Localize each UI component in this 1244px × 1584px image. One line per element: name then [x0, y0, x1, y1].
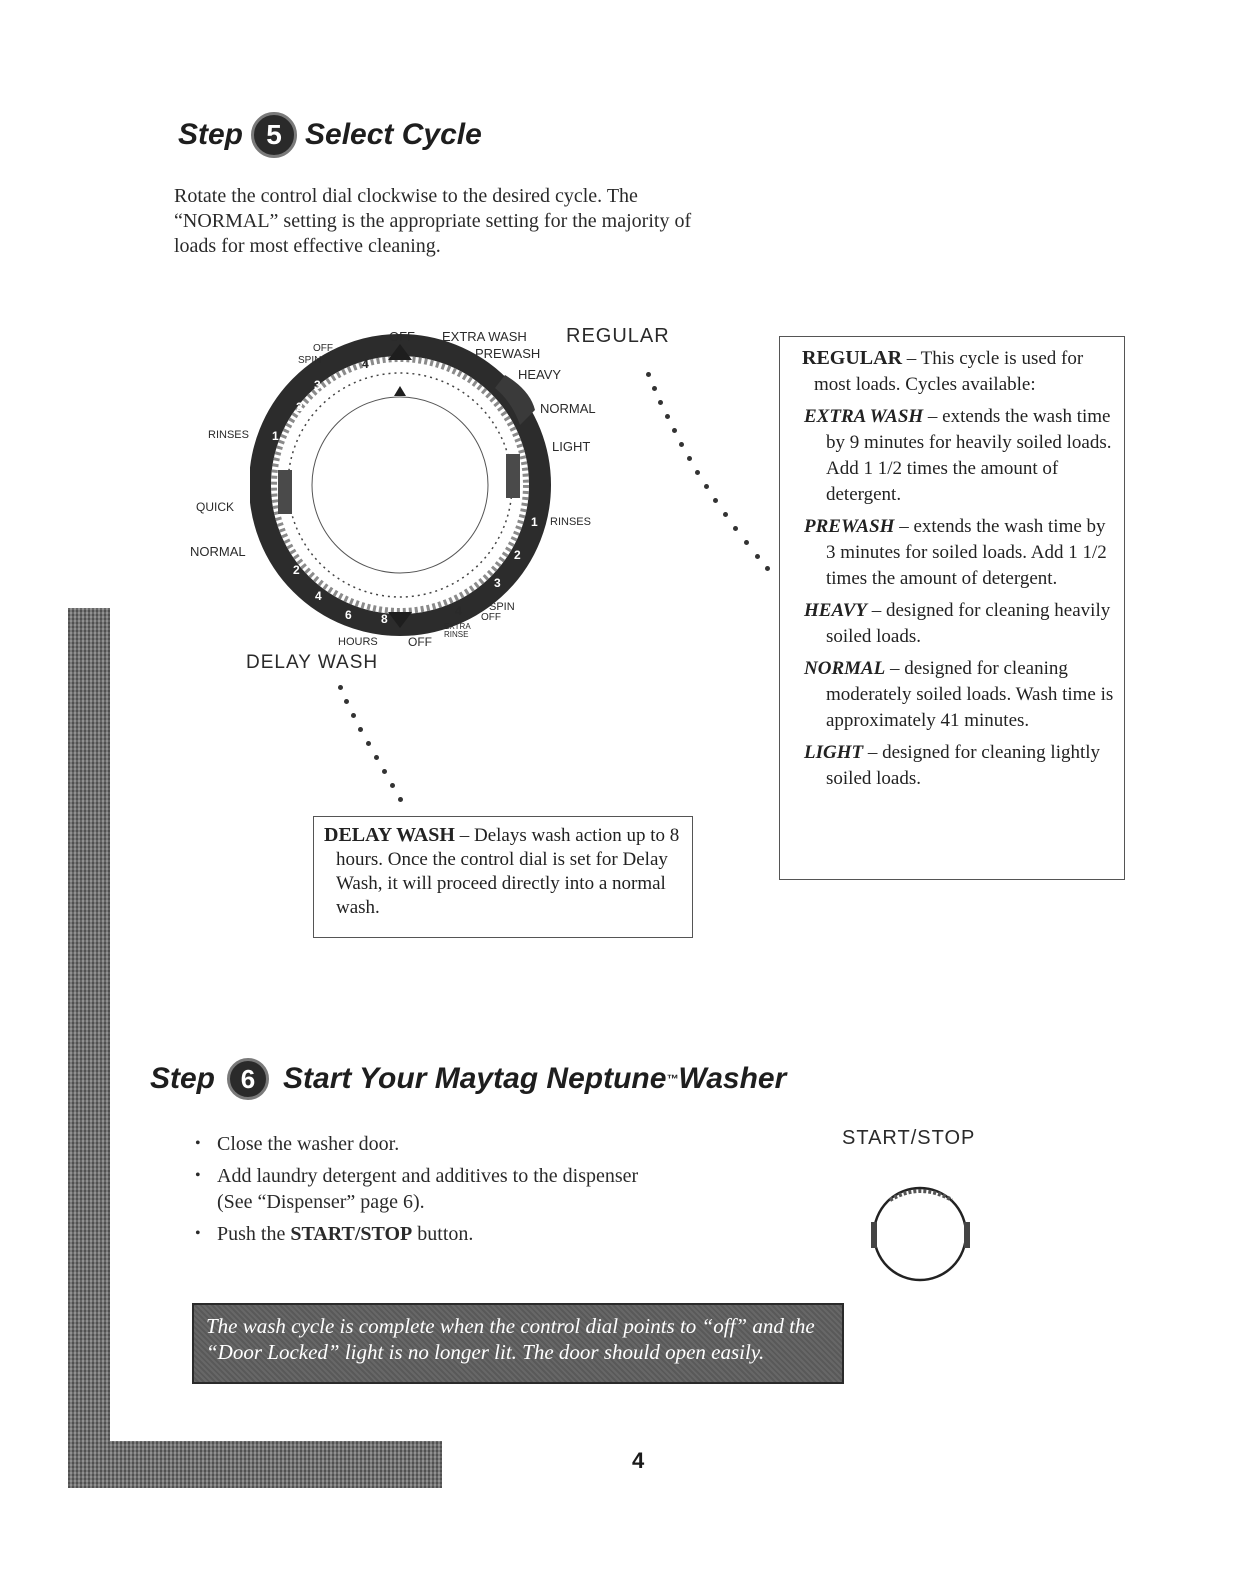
regular-cycle-box — [779, 336, 1125, 880]
ring-number: 8 — [381, 612, 388, 626]
step5-number-badge: 5 — [251, 112, 297, 158]
regular-box-heading — [792, 345, 1114, 398]
page-number: 4 — [632, 1448, 645, 1473]
regular-entry-heavy: HEAVY – designed for cleaning heavily soiled loads. — [804, 600, 1111, 647]
dial-label-off-right: OFF — [481, 612, 501, 623]
delay-wash-box — [313, 816, 693, 938]
dial-label-normal-left: NORMAL — [190, 544, 246, 559]
start-stop-button[interactable] — [868, 1180, 980, 1292]
regular-entry-light: LIGHT – designed for cleaning lightly soiled loads. — [804, 742, 1101, 789]
dial-label-normal-right: NORMAL — [540, 401, 596, 416]
step5-heading — [178, 112, 482, 158]
dial-label-extra-wash: EXTRA WASH — [442, 329, 527, 344]
step6-heading — [150, 1058, 786, 1100]
ring-number: 3 — [494, 576, 501, 590]
step5-intro: Rotate the control dial clockwise to the desired cycle. The “NORMAL” setting is the appropriate setting for the majority of loads for most effective cleaning. — [174, 185, 692, 257]
step6-title: Start Your Maytag Neptune — [283, 1062, 667, 1095]
decorative-bottom-bar — [68, 1441, 442, 1488]
dial-label-off-left: OFF — [313, 343, 333, 354]
dial-label-off-top: OFF — [389, 329, 415, 344]
dial-label-spin-left: SPIN — [298, 355, 322, 366]
ring-number: 3 — [314, 378, 321, 392]
regular-entry-prewash: PREWASH – extends the wash time by 3 minutes for soiled loads. Add 1 1/2 times the amount of detergent. — [804, 516, 1107, 589]
delay-wash-description — [324, 823, 682, 920]
dial-label-regular: REGULAR — [566, 325, 670, 347]
step6-title-end: Washer — [678, 1062, 787, 1095]
list-item: • Push the START/STOP button. — [192, 1221, 652, 1247]
ring-number: 4 — [455, 604, 462, 618]
decorative-side-bar — [68, 608, 110, 1488]
step6-instructions — [192, 1131, 652, 1253]
regular-box-heading-term: REGULAR — [802, 347, 903, 369]
ring-number: 4 — [362, 357, 369, 371]
list-item: • Close the washer door. — [192, 1131, 652, 1157]
step5-word: Step — [178, 118, 244, 151]
dial-label-rinses-left: RINSES — [208, 429, 249, 441]
dial-label-spin-right: SPIN — [489, 601, 515, 613]
step5-title: Select Cycle — [305, 118, 482, 151]
ring-number: 1 — [531, 515, 538, 529]
trademark-mark: ™ — [666, 1072, 679, 1086]
dial-label-delay-wash: DELAY WASH — [246, 652, 379, 673]
dial-label-heavy: HEAVY — [518, 367, 562, 382]
regular-entry-extra-wash: EXTRA WASH – extends the wash time by 9 minutes for heavily soiled loads. Add 1 1/2 times the amount of detergent. — [804, 406, 1112, 505]
regular-entry-normal: NORMAL – designed for cleaning moderately soiled loads. Wash time is approximately 41 minutes. — [804, 658, 1114, 731]
dial-label-rinses-right: RINSES — [550, 516, 591, 528]
delay-wash-box-heading: DELAY WASH — [324, 824, 455, 846]
dial-label-extra-rinse: EXTRA RINSE — [444, 622, 471, 639]
dial-label-hours: HOURS — [338, 636, 378, 648]
start-stop-button-graphic — [868, 1180, 980, 1292]
ring-number: 6 — [345, 608, 352, 622]
dial-label-prewash: PREWASH — [475, 346, 541, 361]
regular-box-heading-text: – This cycle is used for most loads. Cycles available: — [814, 348, 1084, 395]
ring-number: 2 — [514, 548, 521, 562]
dial-label-quick: QUICK — [196, 500, 235, 514]
step6-word: Step — [150, 1062, 216, 1095]
dial-label-light: LIGHT — [552, 439, 591, 454]
start-stop-label: START/STOP — [842, 1127, 976, 1149]
ring-number: 2 — [296, 400, 303, 414]
ring-number: 4 — [315, 589, 322, 603]
step6-number-badge: 6 — [227, 1058, 269, 1100]
cycle-complete-notice: The wash cycle is complete when the control dial points to “off” and the “Door Locked” light is no longer lit. The door should open easily. — [192, 1303, 844, 1384]
delay-wash-box-text: – Delays wash action up to 8 hours. Once the control dial is set for Delay Wash, it will proceed directly into a normal wash. — [336, 825, 680, 918]
list-item: • Add laundry detergent and additives to the dispenser (See “Dispenser” page 6). — [192, 1163, 652, 1215]
ring-number: 2 — [293, 563, 300, 577]
ring-number: 1 — [272, 429, 279, 443]
dial-label-off-bottom: OFF — [408, 635, 432, 649]
